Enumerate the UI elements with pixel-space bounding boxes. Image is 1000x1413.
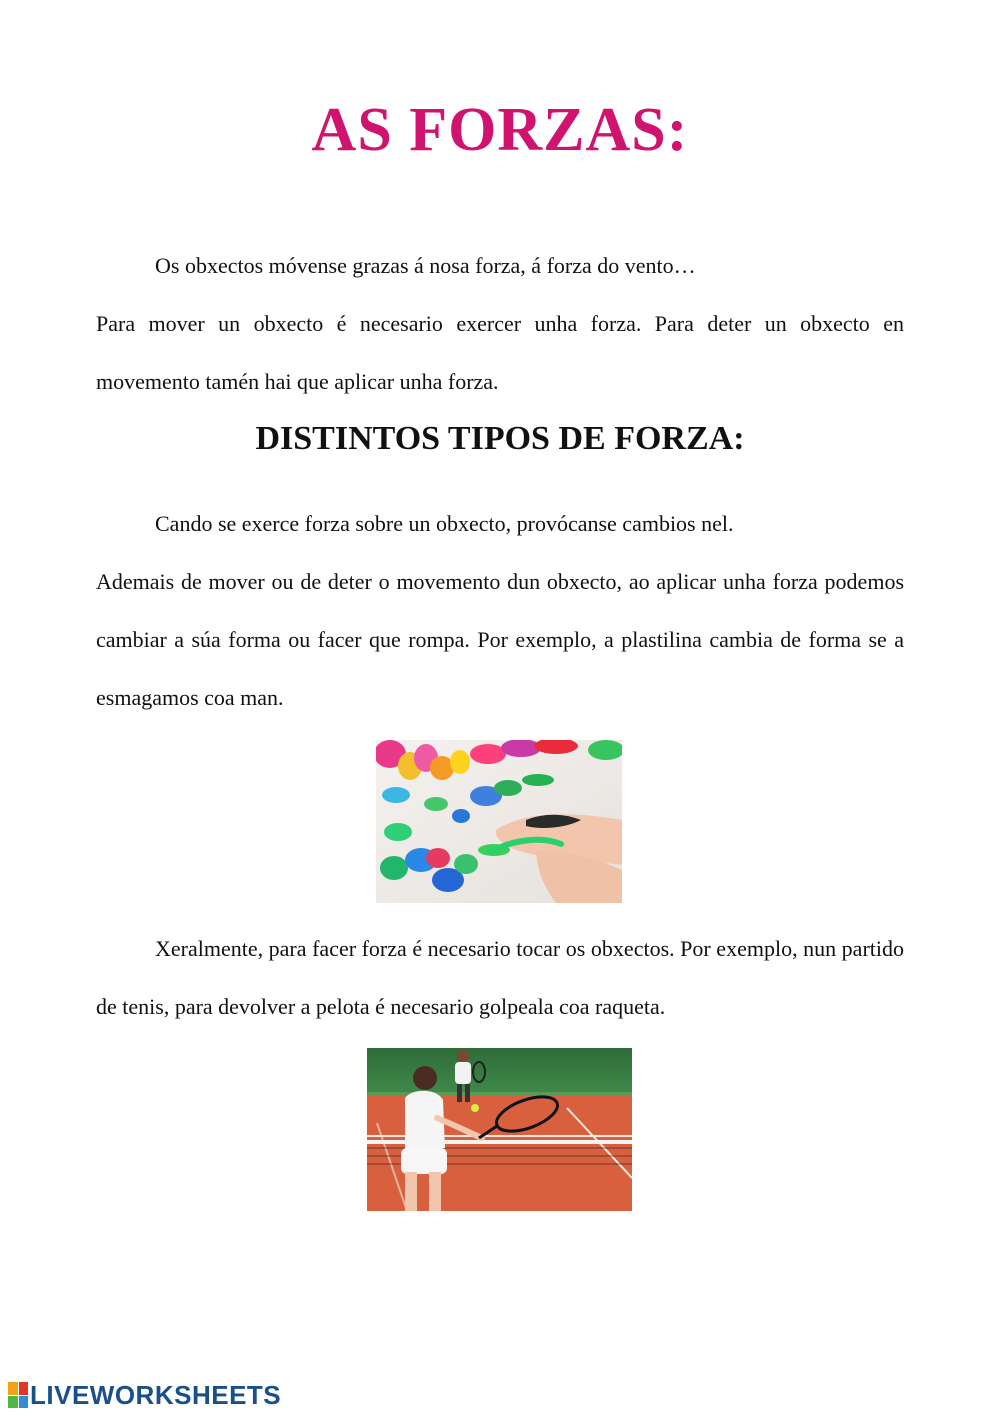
page-title: AS FORZAS:: [311, 96, 689, 164]
section-title: DISTINTOS TIPOS DE FORZA:: [255, 420, 745, 457]
tennis-photo: [367, 1048, 632, 1211]
intro-paragraph-1: Os obxectos móvense grazas á nosa forza, á forza do vento…: [155, 253, 696, 278]
logo-text: LIVEWORKSHEETS: [30, 1379, 282, 1410]
intro-paragraph-2: Para mover un obxecto é necesario exercer unha forza. Para deter un obxecto en movemento tamén hai que aplicar unha forza.: [96, 311, 904, 394]
logo-badge-icon: [8, 1382, 28, 1408]
section-paragraph-1: Cando se exerce forza sobre un obxecto, provócanse cambios nel.: [155, 511, 734, 536]
section-paragraph-2: Ademais de mover ou de deter o movemento dun obxecto, ao aplicar unha forza podemos cambiar a súa forma ou facer que rompa. Por exemplo, a plastilina cambia de forma se a esmagamos coa man.: [96, 569, 904, 710]
plasticine-photo: [376, 740, 622, 903]
liveworksheets-logo: [8, 1380, 281, 1410]
section-paragraph-3: Xeralmente, para facer forza é necesario tocar os obxectos. Por exemplo, nun partido de tenis, para devolver a pelota é necesario golpeala coa raqueta.: [96, 936, 904, 1019]
